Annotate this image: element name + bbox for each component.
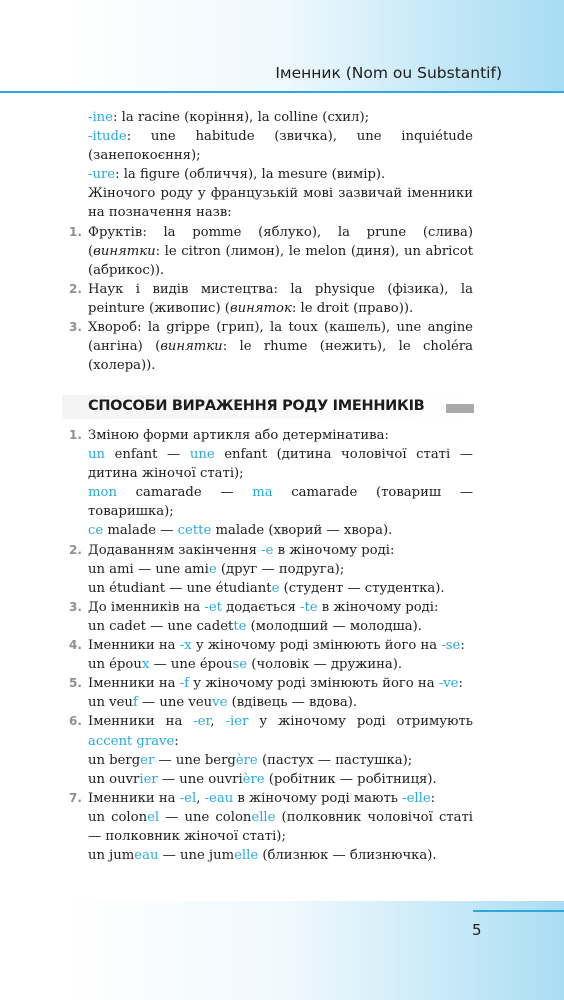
highlight: cette	[177, 523, 212, 539]
example	[88, 751, 473, 770]
text: Хвороб: la grippe (грип), la toux (кашель), une angine (ангіна) (	[88, 320, 473, 355]
example	[88, 521, 473, 540]
text: : le citron (лимон), le melon (диня), un abricot (абрикос)).	[88, 243, 473, 278]
list-number: 6.	[69, 714, 82, 729]
text: у жіночому роді змінюють його на	[189, 676, 439, 692]
list-item	[69, 636, 473, 674]
rules-text	[69, 426, 474, 865]
emphasis: винятки	[93, 243, 156, 259]
highlight: te	[233, 618, 247, 634]
text: : le droit (право)).	[291, 300, 414, 316]
highlight: -er	[193, 714, 211, 730]
rule-text	[88, 674, 473, 693]
text: un ami — une ami	[88, 561, 209, 577]
highlight: -x	[179, 638, 192, 654]
list-item	[69, 541, 473, 598]
header-rule	[0, 91, 564, 93]
text: Іменники на	[88, 638, 180, 654]
highlight: f	[132, 695, 138, 711]
list-item	[69, 426, 474, 541]
text: un jum	[88, 848, 135, 864]
text: (полковник чоловічої статі — полковник жіночої статі);	[88, 809, 474, 844]
list-number: 4.	[69, 638, 82, 653]
list-number: 3.	[69, 320, 82, 335]
example	[88, 560, 473, 579]
highlight: se	[232, 657, 248, 673]
highlight: ier	[139, 771, 158, 787]
list-item	[69, 598, 473, 636]
text: в жіночому роді мають	[233, 790, 403, 806]
emphasis: виняток	[229, 300, 292, 316]
example	[88, 617, 473, 636]
emphasis: винятки	[160, 339, 223, 355]
text: (чоловік — дружина).	[247, 657, 403, 673]
list-item	[69, 712, 473, 788]
example	[88, 655, 473, 674]
highlight: -f	[179, 676, 190, 692]
example	[88, 846, 473, 865]
example	[88, 445, 473, 483]
suffix: -itude	[88, 129, 127, 145]
list-number: 1.	[69, 224, 82, 239]
footer-rule	[473, 910, 564, 912]
highlight: eau	[134, 848, 159, 864]
text: Наук і видів мистецтва: la physique (фізика), la peinture (живопис) (	[88, 281, 473, 316]
highlight: mon	[88, 485, 117, 501]
text: в жіночому роді:	[317, 599, 439, 615]
highlight: e	[208, 561, 217, 577]
list-item	[69, 674, 473, 712]
text: un épou	[88, 657, 142, 673]
highlight: -ve	[438, 676, 459, 692]
section-title: СПОСОБИ ВИРАЖЕННЯ РОДУ ІМЕННИКІВ	[88, 398, 425, 414]
paragraph-text: : la figure (обличчя), la mesure (вимір).	[115, 167, 386, 183]
text: у жіночому роді отримують	[248, 714, 473, 730]
text: :	[430, 790, 436, 806]
text: un colon	[88, 809, 148, 825]
text: malade (хворий — хвора).	[211, 523, 393, 539]
list-number: 7.	[69, 790, 82, 805]
list-number: 2.	[69, 542, 82, 557]
highlight: accent grave	[88, 733, 175, 749]
text: у жіночому роді змінюють його на	[191, 638, 442, 654]
text: (вдівець — вдова).	[227, 695, 358, 711]
list-text	[88, 318, 473, 375]
paragraph-itude	[88, 127, 473, 165]
text: — une ouvri	[157, 771, 243, 787]
highlight: -ier	[225, 714, 249, 730]
rule-text: Зміною форми артикля або детермінатива:	[88, 428, 389, 443]
highlight: el	[147, 809, 160, 825]
text: Іменники на	[88, 714, 194, 730]
paragraph-feminine: Жіночого роду у французькій мові зазвичай іменники на позначення назв:	[88, 186, 473, 221]
highlight: ma	[252, 485, 273, 501]
highlight: ère	[242, 771, 265, 787]
highlight: -eau	[204, 790, 234, 806]
running-header-title: Іменник (Nom ou Substantif)	[275, 64, 502, 82]
paragraph-text: : la racine (коріння), la colline (схил);	[112, 110, 370, 125]
text: — une jum	[158, 848, 235, 864]
text: — une berg	[154, 752, 236, 768]
text: Фруктів: la pomme (яблуко), la prune (слива) (	[88, 224, 473, 259]
highlight: -te	[299, 599, 318, 615]
text: un cadet — une cadet	[88, 618, 234, 634]
highlight: un	[88, 447, 105, 463]
highlight: -elle	[402, 790, 431, 806]
rule-text	[88, 598, 473, 617]
text: un veu	[88, 695, 133, 711]
section-decor-bar	[446, 404, 474, 413]
rule-text	[88, 636, 473, 655]
text: Іменники на	[88, 790, 180, 806]
highlight: ve	[212, 695, 228, 711]
text: :	[458, 676, 463, 692]
suffix: -ure	[88, 167, 116, 183]
example	[88, 579, 473, 598]
highlight: -e	[261, 542, 274, 558]
text: ,	[196, 790, 205, 806]
list-number: 3.	[69, 599, 82, 614]
text: Іменники на	[88, 676, 180, 692]
list-item	[69, 318, 473, 375]
text: :	[460, 638, 465, 654]
highlight: -se	[441, 638, 461, 654]
text: (робітник — робітниця).	[264, 771, 437, 787]
text: — une colon	[159, 809, 252, 825]
highlight: ce	[88, 523, 104, 539]
list-text	[88, 223, 473, 280]
text: (близнюк — близнючка).	[258, 848, 437, 864]
paragraph-ine	[88, 108, 473, 127]
section-heading-band	[62, 395, 474, 419]
example	[88, 483, 473, 521]
text: — une épou	[149, 657, 233, 673]
rule-text	[88, 541, 473, 560]
intro-text	[69, 108, 473, 375]
page-number: 5	[472, 921, 482, 939]
list-number: 1.	[69, 428, 82, 442]
paragraph-ure	[88, 165, 473, 184]
text: camarade (товариш — товаришка);	[88, 485, 474, 520]
highlight: une	[189, 447, 215, 463]
example	[88, 770, 473, 789]
list-item	[69, 789, 474, 865]
text: До іменників на	[88, 599, 205, 615]
text: un ouvr	[88, 771, 140, 787]
list-number: 5.	[69, 676, 82, 691]
example	[88, 808, 473, 846]
highlight: er	[140, 752, 155, 768]
highlight: elle	[234, 848, 259, 864]
suffix: -ine	[88, 110, 113, 125]
text: : le rhume (нежить), le choléra (холера)).	[88, 339, 473, 374]
text: (молодший — молодша).	[246, 618, 422, 634]
text: (друг — подруга);	[216, 561, 345, 577]
footer-background	[60, 901, 564, 1000]
highlight: e	[271, 580, 280, 596]
text: — une veu	[137, 695, 213, 711]
text: malade —	[103, 523, 178, 539]
text: enfant —	[105, 447, 190, 463]
paragraph-text: : une habitude (звичка), une inquiétude (занепокоєння);	[88, 129, 473, 164]
text: un étudiant — une étudiant	[88, 580, 272, 596]
list-text	[88, 280, 473, 318]
highlight: -et	[204, 599, 222, 615]
text: (пастух — пастушка);	[257, 752, 413, 768]
list-item	[69, 223, 473, 280]
text: enfant (дитина чоловічої статі — дитина жіночої статі);	[88, 447, 473, 482]
list-number: 2.	[69, 281, 82, 296]
rule-text	[88, 789, 473, 808]
highlight: ère	[235, 752, 258, 768]
text: :	[174, 733, 179, 749]
text: ,	[210, 714, 226, 730]
text: camarade —	[116, 485, 253, 501]
example	[88, 693, 473, 712]
highlight: x	[141, 657, 150, 673]
text: додається	[221, 599, 300, 615]
text: в жіночому роді:	[273, 542, 395, 558]
list-item	[69, 280, 473, 318]
text: un berg	[88, 752, 141, 768]
rule-text	[88, 712, 473, 750]
highlight: elle	[251, 809, 276, 825]
text: (студент — студентка).	[279, 580, 445, 596]
highlight: -el	[179, 790, 197, 806]
text: Додаванням закінчення	[88, 542, 262, 558]
